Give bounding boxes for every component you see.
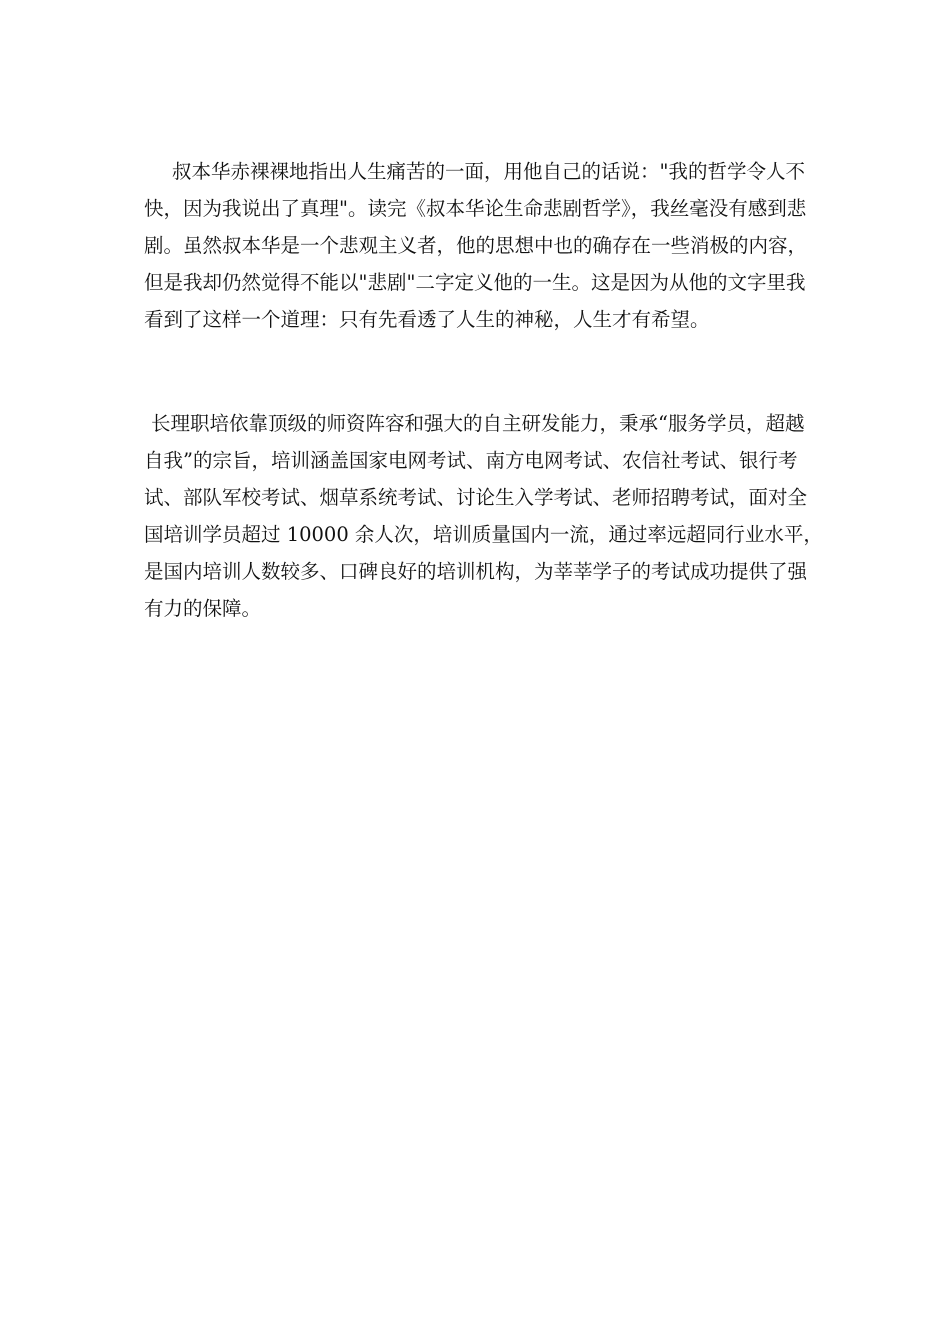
paragraph-line: 剧。虽然叔本华是一个悲观主义者，他的思想中也的确存在一些消极的内容， xyxy=(144,234,808,257)
paragraph-line: 国培训学员超过 10000 余人次，培训质量国内一流，通过率远超同行业水平， xyxy=(144,523,823,546)
paragraph-line: 看到了这样一个道理：只有先看透了人生的神秘，人生才有希望。 xyxy=(144,308,710,331)
paragraph-line: 长理职培依靠顶级的师资阵容和强大的自主研发能力，秉承“服务学员，超越 xyxy=(151,412,805,435)
paragraph-line: 但是我却仍然觉得不能以"悲剧"二字定义他的一生。这是因为从他的文字里我 xyxy=(144,271,806,294)
paragraph-line: 自我”的宗旨，培训涵盖国家电网考试、南方电网考试、农信社考试、银行考 xyxy=(144,449,798,472)
paragraph-line: 快，因为我说出了真理"。读完《叔本华论生命悲剧哲学》，我丝毫没有感到悲 xyxy=(144,197,807,220)
paragraph-line: 是国内培训人数较多、口碑良好的培训机构，为莘莘学子的考试成功提供了强 xyxy=(144,560,808,583)
paragraph-line: 叔本华赤裸裸地指出人生痛苦的一面，用他自己的话说："我的哲学令人不 xyxy=(172,160,805,183)
paragraph-line: 试、部队军校考试、烟草系统考试、讨论生入学考试、老师招聘考试，面对全 xyxy=(144,486,808,509)
paragraph-line: 有力的保障。 xyxy=(144,597,262,620)
